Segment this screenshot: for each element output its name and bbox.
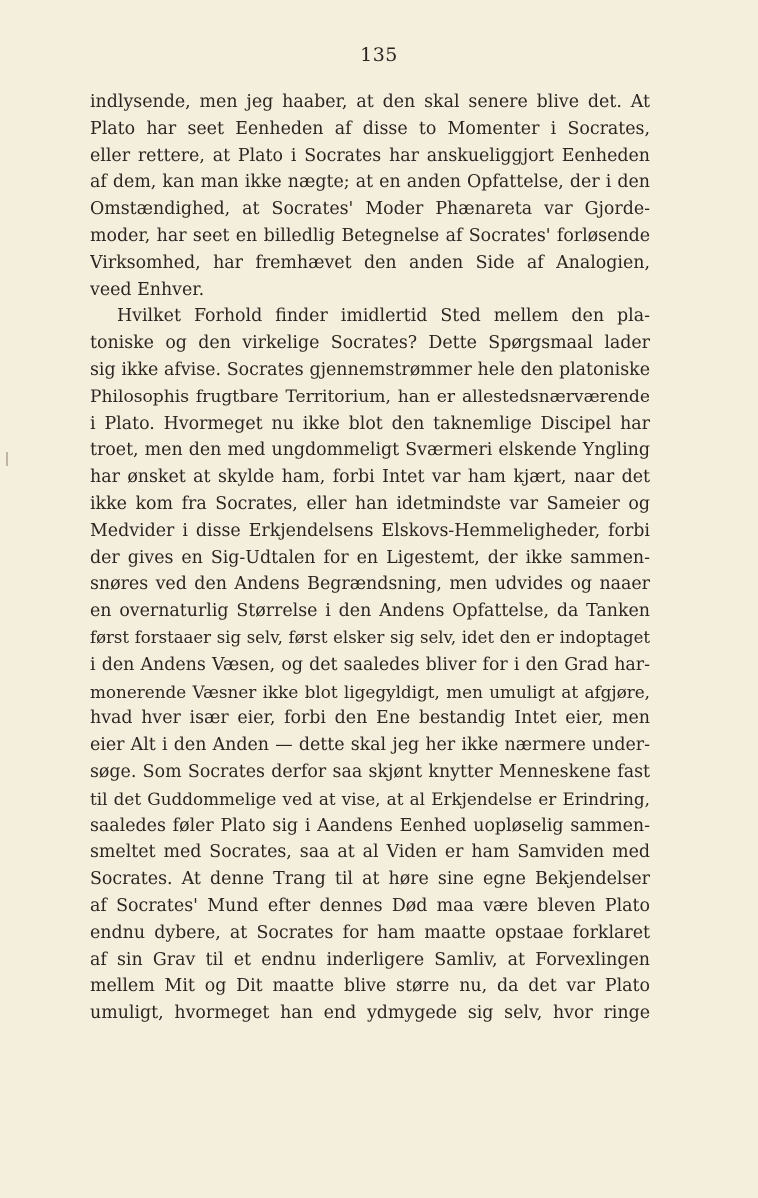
body-text [90,89,650,1027]
text-line: saaledes føler Plato sig i Aandens Eenhed uopløselig sammen- [90,815,650,836]
text-line: Plato har seet Eenheden af disse to Momenter i Socrates, [90,118,650,139]
text-line: til det Guddommelige ved at vise, at al Erkjendelse er Erindring, [90,788,650,809]
text-line: smeltet med Socrates, saa at al Viden er ham Samviden med [90,842,650,863]
text-line: snøres ved den Andens Begrændsning, men udvides og naaer [90,574,650,595]
text-line: har ønsket at skylde ham, forbi Intet var ham kjært, naar det [90,467,650,488]
text-line: en overnaturlig Størrelse i den Andens Opfattelse, da Tanken [90,601,650,622]
text-line: sig ikke afvise. Socrates gjennemstrømmer hele den platoniske [90,359,650,380]
text-line: toniske og den virkelige Socrates? Dette Spørgsmaal lader [90,333,650,354]
text-line: søge. Som Socrates derfor saa skjønt knytter Menneskene fast [90,761,650,782]
text-line: umuligt, hvormeget han end ydmygede sig selv, hvor ringe [90,1003,650,1024]
text-line: først forstaaer sig selv, først elsker sig selv, idet den er indoptaget [90,627,650,647]
text-line: Socrates. At denne Trang til at høre sine egne Bekjendelser [90,869,650,890]
text-line: af Socrates' Mund efter dennes Død maa være bleven Plato [90,895,650,916]
text-line: i den Andens Væsen, og det saaledes bliver for i den Grad har- [90,654,650,675]
text-line: Philosophis frugtbare Territorium, han er allestedsnærværende [90,386,650,407]
text-line: i Plato. Hvormeget nu ikke blot den taknemlige Discipel har [90,413,650,434]
text-line: eier Alt i den Anden — dette skal jeg her ikke nærmere under- [90,735,650,756]
text-line: der gives en Sig-Udtalen for en Ligestemt, der ikke sammen- [90,547,650,568]
text-line: ikke kom fra Socrates, eller han idetmindste var Sameier og [90,493,650,514]
text-line: Medvider i disse Erkjendelsens Elskovs-Hemmeligheder, forbi [90,520,650,541]
text-line: veed Enhver. [90,279,205,300]
text-line: Virksomhed, har fremhævet den anden Side af Analogien, [90,252,650,273]
text-line: eller rettere, at Plato i Socrates har anskueliggjort Eenheden [90,145,650,166]
text-line: indlysende, men jeg haaber, at den skal senere blive det. At [90,92,650,112]
text-line: Hvilket Forhold finder imidlertid Sted mellem den pla- [117,306,650,327]
text-line: af dem, kan man ikke nægte; at en anden Opfattelse, der i den [90,172,650,193]
text-line: monerende Væsner ikke blot ligegyldigt, men umuligt at afgjøre, [90,681,650,702]
margin-mark [6,452,8,466]
text-line: hvad hver især eier, forbi den Ene bestandig Intet eier, men [90,708,650,729]
text-line: endnu dybere, at Socrates for ham maatte opstaae forklaret [90,922,650,943]
text-line: moder, har seet en billedlig Betegnelse af Socrates' forløsende [90,225,650,246]
page-number: 135 [360,44,398,66]
text-line: troet, men den med ungdommeligt Sværmeri elskende Yngling [90,440,650,461]
text-line: af sin Grav til et endnu inderligere Samliv, at Forvexlingen [90,949,650,970]
text-line: mellem Mit og Dit maatte blive større nu, da det var Plato [90,976,650,997]
text-line: Omstændighed, at Socrates' Moder Phænareta var Gjorde- [90,199,650,220]
